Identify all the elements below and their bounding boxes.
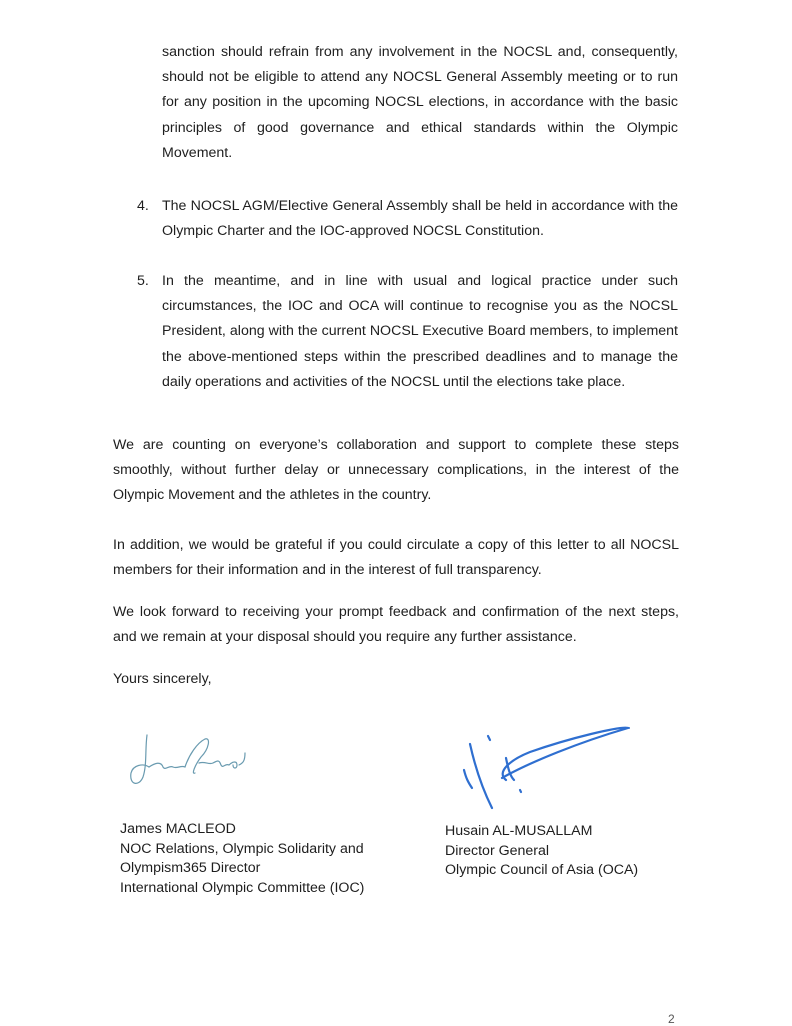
signatory-ioc <box>120 820 364 898</box>
list-item-text: The NOCSL AGM/Elective General Assembly shall be held in accordance with the Olympic Charter and the IOC-approved NOCSL Constitution. <box>162 198 678 240</box>
signatory-oca <box>445 822 638 881</box>
signature-macleod-icon <box>125 725 265 795</box>
list-item-text: In the meantime, and in line with usual and logical practice under such circumstances, the IOC and OCA will continue to recognise you as the NOCSL President, along with the current NOCSL Executive Board members, to implement the above-mentioned steps within the prescribed deadlines and to manage the daily operations and activities of the NOCSL until the elections take place. <box>162 273 678 390</box>
body-paragraph: We look forward to receiving your prompt feedback and confirmation of the next steps, and we remain at your disposal should you require any further assistance. <box>113 604 679 646</box>
signatory-title: NOC Relations, Olympic Solidarity and <box>120 840 364 857</box>
signatory-title: Olympism365 Director <box>120 860 261 876</box>
signatory-name: James MACLEOD <box>120 821 236 837</box>
list-item-number: 4. <box>137 198 149 214</box>
closing: Yours sincerely, <box>113 671 212 687</box>
body-paragraph: In addition, we would be grateful if you could circulate a copy of this letter to all NOCSL members for their information and in the interest of full transparency. <box>113 537 679 579</box>
page-number: 2 <box>668 1012 675 1026</box>
body-paragraph: We are counting on everyone’s collaboration and support to complete these steps smoothly, without further delay or unnecessary complications, in the interest of the Olympic Movement and the athletes in the country. <box>113 437 679 504</box>
continuation-paragraph: sanction should refrain from any involvement in the NOCSL and, consequently, should not be eligible to attend any NOCSL General Assembly meeting or to run for any position in the upcoming NOCSL elections, in accordance with the basic principles of good governance and ethical standards within the Olympic Movement. <box>162 44 678 161</box>
signatory-title: Director General <box>445 842 550 859</box>
signatory-organization: Olympic Council of Asia (OCA) <box>445 862 639 878</box>
list-item-number: 5. <box>137 273 149 289</box>
signature-al-musallam-icon <box>450 722 630 814</box>
signatory-organization: International Olympic Committee (IOC) <box>120 879 365 896</box>
signatory-name: Husain AL-MUSALLAM <box>445 823 593 839</box>
